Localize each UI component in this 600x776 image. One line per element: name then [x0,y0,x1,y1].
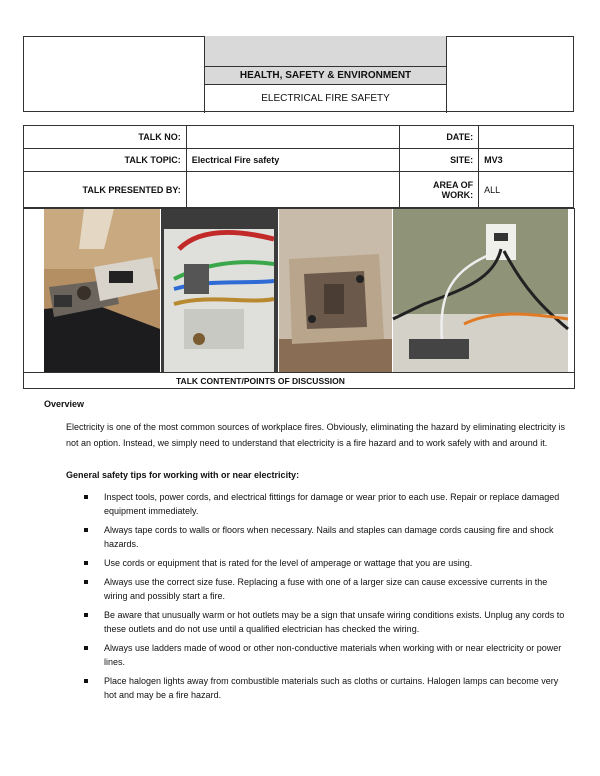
site-value: MV3 [479,149,574,172]
bullet-icon [84,580,88,584]
talk-no-value [186,126,400,149]
site-label: SITE: [400,149,479,172]
tip-item: Place halogen lights away from combustible materials such as cloths or curtains. Halogen lamps can become very hot and may be a fire hazard. [82,674,570,702]
bullet-icon [84,646,88,650]
photo-open-plug-wiring [161,209,278,372]
bullet-icon [84,561,88,565]
topic-value: Electrical Fire safety [186,149,400,172]
tip-item: Always use ladders made of wood or other non-conductive materials when working with or near electricity or power lines. [82,641,570,669]
bullet-icon [84,613,88,617]
bullet-icon [84,495,88,499]
hazard-photo-strip [23,208,575,373]
header-logo-area [205,36,446,67]
document-title: ELECTRICAL FIRE SAFETY [261,93,390,104]
tips-heading: General safety tips for working with or near electricity: [66,470,300,480]
tip-item: Be aware that unusually warm or hot outlets may be a sign that unsafe wiring conditions exists. Unplug any cords to these outlets and do not use until a qualified electrician has checked the wiring. [82,608,570,636]
overview-text: Electricity is one of the most common sources of workplace fires. Obviously, eliminating the hazard by eliminating electricity is not an option. Instead, we simply need to understand that electricity is a fire hazard and to work safely with and around it. [66,422,566,448]
section-heading-discussion: TALK CONTENT/POINTS OF DISCUSSION [23,373,575,389]
tip-item: Always tape cords to walls or floors when necessary. Nails and staples can damage cords causing fire and shock hazards. [82,523,570,551]
presented-by-value [186,172,400,208]
area-label: AREA OF WORK: [400,172,479,208]
date-value [479,126,574,149]
document-header [23,36,574,112]
date-label: DATE: [400,126,479,149]
photo-scorched-socket [279,209,392,372]
tip-item: Always use the correct size fuse. Replacing a fuse with one of a larger size can cause excessive currents in the wiring and possibly start a fire. [82,575,570,603]
talk-no-label: TALK NO: [24,126,187,149]
tips-list [82,490,570,707]
presented-by-label: TALK PRESENTED BY: [24,172,187,208]
bullet-icon [84,679,88,683]
photo-wall-outlet-cables [393,209,568,372]
header-title-block [204,36,447,113]
org-line: HEALTH, SAFETY & ENVIRONMENT [205,67,446,85]
area-value: ALL [479,172,574,208]
tip-item: Inspect tools, power cords, and electrical fittings for damage or wear prior to each use. Repair or replace damaged equipment immediately. [82,490,570,518]
overview-heading: Overview [44,399,85,409]
bullet-icon [84,528,88,532]
tip-item: Use cords or equipment that is rated for the level of amperage or wattage that you are using. [82,556,570,570]
topic-label: TALK TOPIC: [24,149,187,172]
talk-info-table [23,125,574,208]
photo-burnt-power-strip [44,209,160,372]
